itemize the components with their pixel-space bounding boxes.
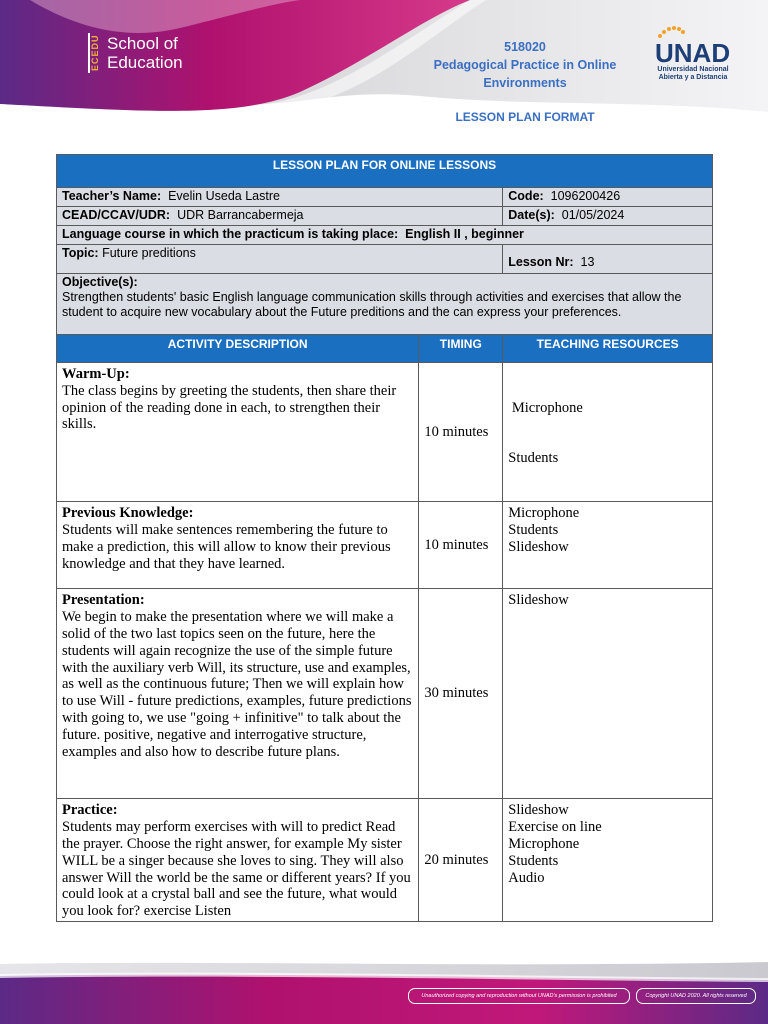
resource-item: Slideshow [508,802,569,819]
timing-column-header: TIMING [419,335,503,363]
lesson-number-value: 13 [580,255,595,269]
teacher-row [57,188,713,207]
unad-logo-mark [652,26,734,68]
lesson-number-label: Lesson Nr: [508,255,574,269]
activity-timing: 20 minutes [419,799,503,922]
school-of-education-logo [88,33,183,73]
activity-title: Practice: [62,802,118,819]
objective-label: Objective(s): [62,275,138,289]
activity-header-row [57,335,713,363]
activity-title: Previous Knowledge: [62,505,194,522]
unad-sub-line1: Universidad Nacional [657,66,729,73]
cead-value: UDR Barrancabermeja [177,208,304,222]
activity-column-header: ACTIVITY DESCRIPTION [57,335,419,363]
unad-sub-line2: Abierta y a Distancia [658,74,728,81]
resource-item: Microphone [508,399,583,416]
activity-timing: 10 minutes [419,502,503,589]
teacher-label: Teacher’s Name: [62,189,162,203]
table-title: LESSON PLAN FOR ONLINE LESSONS [57,155,713,188]
cead-label: CEAD/CCAV/UDR: [62,208,171,222]
activity-row-previous-knowledge [57,502,713,589]
school-line1: School of [107,34,178,53]
course-info [420,38,630,92]
activity-row-practice [57,799,713,922]
activity-row-warmup [57,363,713,502]
activity-description: The class begins by greeting the students, then share their opinion of the reading done in each, to strengthen their skills. [62,382,397,433]
header-banner [0,0,768,120]
objective-text: Strengthen students' basic English language communication skills through activities and exercises that allow the student to acquire new vocabulary about the Future preditions and the can express your preferences. [62,290,682,319]
resource-item: Students [508,522,559,539]
copyright-text: Copyright UNAD 2020. All rights reserved [636,988,756,1004]
course-name-line2: Environments [483,76,567,90]
dates-value: 01/05/2024 [561,208,625,222]
resource-item: Slideshow [508,538,569,555]
course-value: English II , beginner [405,227,524,241]
teacher-value: Evelin Useda Lastre [168,189,280,203]
activity-row-presentation [57,589,713,799]
course-row [57,226,713,245]
topic-row [57,245,713,274]
unad-logo-text: UNAD [655,38,731,68]
code-value: 1096200426 [550,189,621,203]
unad-logo [652,26,734,82]
objective-row [57,274,713,335]
resource-item: Slideshow [508,592,569,609]
resources-column-header: TEACHING RESOURCES [503,335,713,363]
activity-description: Students will make sentences remembering the future to make a prediction, this will allow to know their previous knowledge and that they have learned. [62,522,391,572]
activity-description: We begin to make the presentation where we will make a solid of the two last topics seen on the future, here the students will again recognize the use of the simple future with the auxiliary verb Will, its structure, use and examples, as well as the continuous future; Then we will explain how to use Will - future predictions, examples, future predictions with going to, we use "going + infinitive" to talk about the future. positive, negative and interrogative structure, examples and also how to describe future plans. [62,609,412,760]
course-name-line1: Pedagogical Practice in Online [433,58,617,72]
footer-banner [0,960,768,1024]
topic-label: Topic: [62,246,99,260]
resource-item: Microphone [508,835,580,852]
lesson-plan-format-title: LESSON PLAN FORMAT [455,110,595,124]
course-code: 518020 [504,40,546,54]
course-label: Language course in which the practicum is taking place: [62,227,399,241]
resource-item: Audio [508,869,545,886]
resource-item: Microphone [508,505,580,522]
activity-title: Presentation: [62,592,145,609]
activity-description: Students may perform exercises with will to predict Read the prayer. Choose the right answer, for example My sister WILL be a singer because she loves to sing. They will also answer Will the world be the same or different years? If you could look at a crystal ball and see the future, what would you look for? exercise Listen [62,819,411,920]
activity-timing: 10 minutes [419,363,503,502]
copyright-notice: Unauthorized copying and reproduction without UNAD's permission is prohibited [408,988,630,1004]
topic-value: Future preditions [102,246,196,260]
activity-title: Warm-Up: [62,366,130,382]
ecedu-mark: ECEDU [88,33,103,73]
resource-item: Students [508,852,559,869]
activity-timing: 30 minutes [419,589,503,799]
resource-item: Exercise on line [508,819,602,836]
dates-label: Date(s): [508,208,555,222]
table-title-row [57,155,713,188]
lesson-plan-table [56,154,713,922]
resource-item: Students [508,449,559,466]
school-line2: Education [107,53,183,72]
code-label: Code: [508,189,544,203]
cead-row [57,207,713,226]
